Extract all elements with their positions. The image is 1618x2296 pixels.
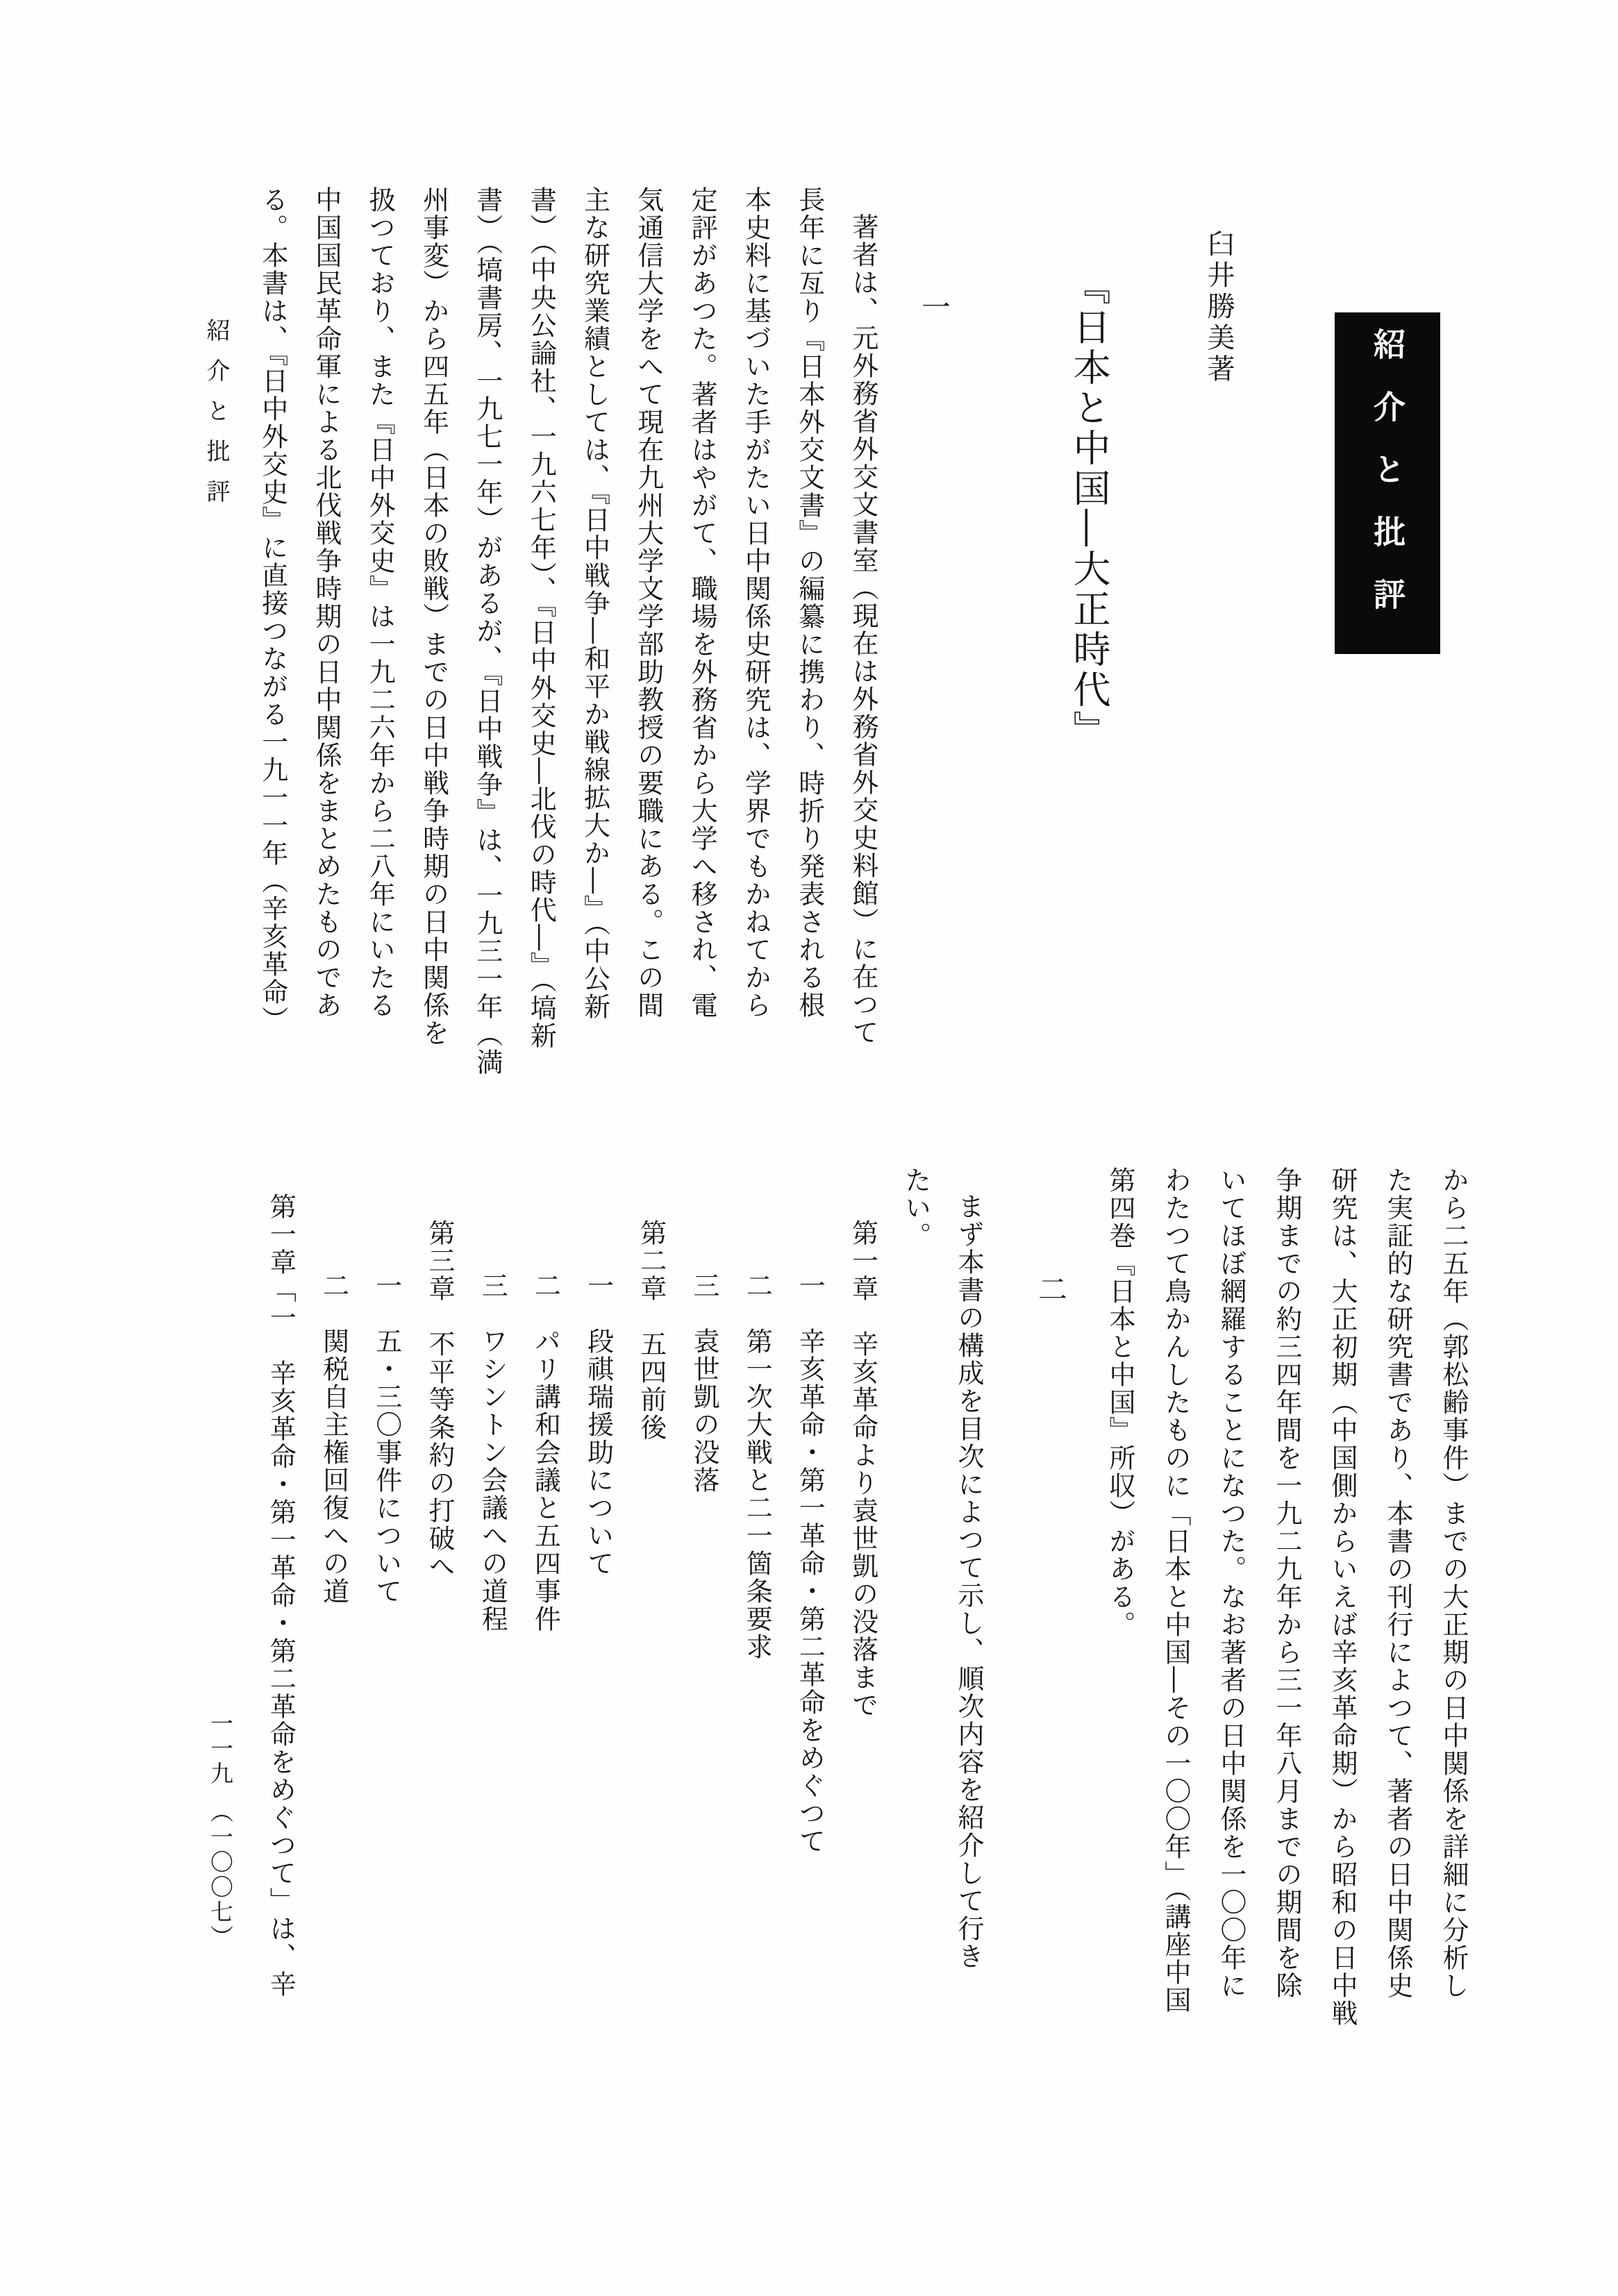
page-number: 一一九 （一〇〇七） [207, 1711, 234, 1950]
text-column: 主な研究業績としては、『日中戦争―和平か戦線拡大か―』（中公新 [579, 186, 610, 1021]
text-column: 一 辛亥革命・第一革命・第二革命をめぐつて [794, 1272, 826, 1855]
section-banner-label: 紹介と批評 [1369, 328, 1406, 640]
text-column: 州事変）から四五年（日本の敗戦）までの日中戦争時期の日中関係を [418, 186, 449, 1047]
text-column: 三 ワシントン会議への道程 [477, 1272, 508, 1633]
text-column: まず本書の構成を目次によつて示し、順次内容を紹介して行き [953, 1193, 984, 1970]
text-column: 書）（塙書房、一九七一年）があるが、『日中戦争』は、一九三一年（満 [472, 186, 503, 1076]
text-column: た実証的な研究書であり、本書の刊行によつて、著者の日中関係史 [1383, 1166, 1413, 2000]
text-column: 二 第一次大戦と二一箇条要求 [742, 1272, 773, 1661]
text-column: 二 関税自主権回復への道 [318, 1272, 349, 1605]
text-column: 二 パリ講和会議と五四事件 [530, 1272, 561, 1633]
text-column: 第二章 五四前後 [635, 1219, 667, 1441]
text-column: 定評があつた。著者はやがて、職場を外務省から大学へ移され、電 [687, 186, 718, 1019]
section-two-marker: 二 [1034, 1274, 1068, 1304]
author-name: 臼井勝美著 [1203, 229, 1235, 385]
text-column: たい。 [900, 1166, 931, 1250]
text-column: わたつて鳥かんしたものに「日本と中国―その一〇〇年」（講座中国 [1160, 1166, 1191, 2014]
text-column: 研究は、大正初期（中国側からいえば辛亥革命期）から昭和の日中戦 [1327, 1166, 1358, 2027]
text-column: 第一章 辛亥革命より袁世凱の没落まで [847, 1219, 878, 1719]
text-column: 一 五・三〇事件について [371, 1272, 402, 1605]
text-column: 第四巻『日本と中国』所収）がある。 [1105, 1166, 1135, 1639]
text-column: 第一章「一 辛亥革命・第一革命・第二革命をめぐつて」は、辛 [265, 1193, 297, 1998]
text-column: 著者は、元外務省外交文書室（現在は外務省外交史料館）に在つて [848, 213, 878, 1046]
text-column: いてほぼ網羅することになつた。なお著者の日中関係を一〇〇年に [1216, 1166, 1246, 2000]
text-column: 中国国民革命軍による北伐戦争時期の日中関係をまとめたものであ [311, 186, 342, 1019]
text-column: 書）（中央公論社、一九六七年）、『日中外交史―北伐の時代―』（塙新 [526, 186, 557, 1050]
text-column: から二五年（郭松齢事件）までの大正期の日中関係を詳細に分析し [1438, 1166, 1469, 2000]
text-column: 長年に亙り『日本外交文書』の編纂に携わり、時折り発表される根 [794, 186, 825, 1019]
section-one-marker: 一 [917, 292, 951, 321]
running-head: 紹介と批評 [202, 318, 230, 519]
text-column: 扱つており、また『日中外交史』は一九二六年から二八年にいたる [365, 186, 396, 1019]
text-column: 争期までの約三四年間を一九二九年から三一年八月までの期間を除 [1271, 1166, 1302, 2000]
text-column: る。本書は、『日中外交史』に直接つながる一九一一年（辛亥革命） [257, 186, 288, 1034]
text-column: 三 袁世凱の没落 [689, 1272, 719, 1494]
text-column: 第三章 不平等条約の打破へ [424, 1219, 455, 1580]
text-column: 気通信大学をへて現在九州大学文学部助教授の要職にある。この間 [633, 186, 664, 1019]
text-column: 本史料に基づいた手がたい日中関係史研究は、学界でもかねてから [740, 186, 772, 1019]
book-title: 『日本と中国―大正時代』 [1067, 267, 1111, 751]
text-column: 一 段祺瑞援助について [583, 1272, 614, 1577]
